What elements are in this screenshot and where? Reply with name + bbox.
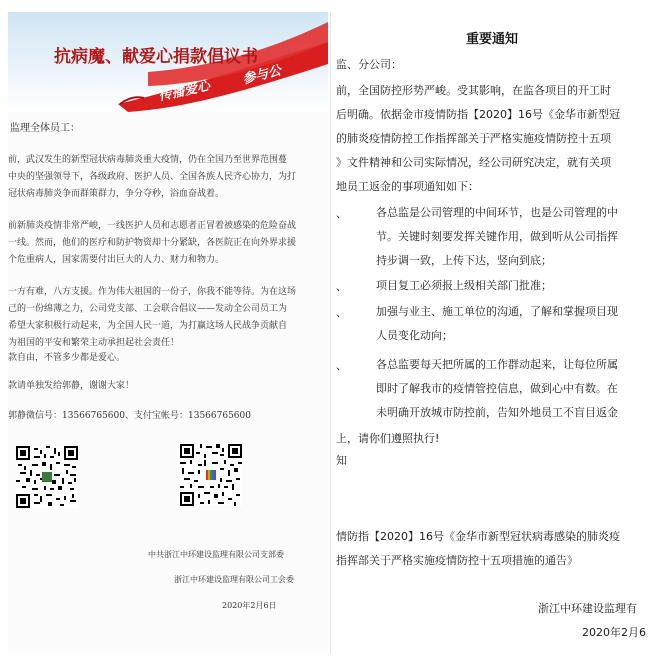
signature-party-branch: 中共浙江中环建设监理有限公司支部委 — [148, 550, 284, 559]
poster-paragraph-line: 前，武汉发生的新型冠状病毒肺炎重大疫情，仍在全国乃至世界范围蔓 — [8, 155, 288, 165]
signature-union: 浙江中环建设监理有限公司工会委 — [174, 575, 294, 584]
alipay-qr-code — [180, 444, 242, 506]
notice-salutation: 监、分公司： — [336, 58, 402, 71]
notice-closing-tail: 知 — [336, 454, 347, 467]
notice-item-line: 即时了解我市的疫情管控信息，做到心中有数。在 — [376, 382, 618, 395]
poster-date: 2020年2月6日 — [222, 601, 277, 610]
notice-attachment-line: 情防指【2020】16号《金华市新型冠状病毒感染的肺炎疫 — [336, 530, 620, 543]
notice-company: 浙江中环建设监理有 — [538, 602, 637, 615]
notice-item-line: 项目复工必须报上级相关部门批准； — [376, 279, 552, 292]
poster-paragraph-line: 希望大家积极行动起来，为全国人民一道，为打赢这场人民战争贡献自 — [8, 321, 288, 331]
poster-paragraph-line: 前新肺炎疫情非常严峻，一线医护人员和志愿者正冒着被感染的危险奋战 — [8, 221, 297, 231]
notice-attachment-line: 指挥部关于严格实施疫情防控十五项措施的通告》 — [336, 554, 578, 567]
poster-paragraph-line: 冠状病毒肺炎争而群策群力，争分夺秒，浴血奋战着。 — [8, 189, 225, 199]
notice-item-line: 节。关键时刻要发挥关键作用，做到听从公司指挥 — [376, 230, 618, 243]
notice-item-line: 持步调一致，上传下达，竖向到底； — [376, 254, 552, 267]
poster-paragraph-line: 一方有难，八方支援。作为伟大祖国的一份子，你我不能等待。为在这场 — [8, 287, 297, 297]
poster-paragraph-line: 为祖国的平安和繁荣主动承担起社会责任！ — [8, 338, 180, 348]
notice-intro-line: 》文件精神和公司实际情况，经公司研究决定，就有关项 — [336, 156, 611, 169]
wechat-qr-code — [16, 446, 78, 508]
notice-item-number: 、 — [336, 359, 347, 372]
notice-closing: 上，请你们遵照执行! — [336, 432, 440, 445]
notice-item-number: 、 — [336, 306, 347, 319]
poster-paragraph-line: 个危重病人，国家需要付出巨大的人力、财力和物力。 — [8, 255, 225, 265]
notice-intro-line: 地员工返金的事项通知如下： — [336, 180, 479, 193]
notice-item-line: 各总监是公司管理的中间环节，也是公司管理的中 — [376, 206, 618, 219]
important-notice-document — [334, 12, 659, 653]
notice-item-number: 、 — [336, 207, 347, 220]
poster-paragraph-line: 款请单独发给郭静，谢谢大家！ — [8, 381, 135, 391]
notice-item-line: 各总监要每天把所属的工作群动起来，让每位所属 — [376, 358, 618, 371]
ribbon-text-2: 参与公 — [241, 63, 283, 88]
notice-intro-line: 前，全国防控形势严峻。受其影响，在监各项目的开工时 — [336, 84, 611, 97]
notice-item-line: 人员变化动向； — [376, 329, 453, 342]
poster-paragraph-line: 款自由，不管多少都是爱心。 — [8, 353, 126, 363]
ribbon-text-1: 传播爱心 — [157, 78, 212, 105]
notice-item-line: 未明确开放城市防控前，告知外地员工不盲目返金 — [376, 406, 618, 419]
notice-item-number: 、 — [336, 280, 347, 293]
donation-poster — [8, 12, 328, 653]
poster-contact-line: 郭静微信号：13566765600、支付宝帐号：13566765600 — [8, 411, 251, 421]
poster-salutation: 监理全体员工： — [10, 123, 80, 134]
poster-paragraph-line: 己的一份绵薄之力，公司党支部、工会联合倡议——发动全公司员工为 — [8, 304, 288, 314]
poster-banner — [8, 12, 328, 112]
notice-date: 2020年2月6 — [582, 626, 646, 639]
notice-intro-line: 的肺炎疫情防控工作指挥部关于严格实施疫情防控十五项 — [336, 132, 611, 145]
notice-intro-line: 后明确。依据金市疫情防指【2020】16号《金华市新型冠 — [336, 108, 620, 121]
poster-title: 抗病魔、献爱心捐款倡议书 — [54, 47, 258, 67]
notice-title: 重要通知 — [466, 32, 519, 47]
poster-paragraph-line: 中央的坚强领导下，各级政府、医护人员、全国各族人民齐心协力，为打 — [8, 172, 297, 182]
notice-item-line: 加强与业主、施工单位的沟通，了解和掌握项目现 — [376, 305, 618, 318]
panel-divider — [330, 12, 331, 653]
poster-paragraph-line: 一线。然而，他们的医疗和防护物资却十分紧缺，各医院正在向外界求援 — [8, 238, 297, 248]
